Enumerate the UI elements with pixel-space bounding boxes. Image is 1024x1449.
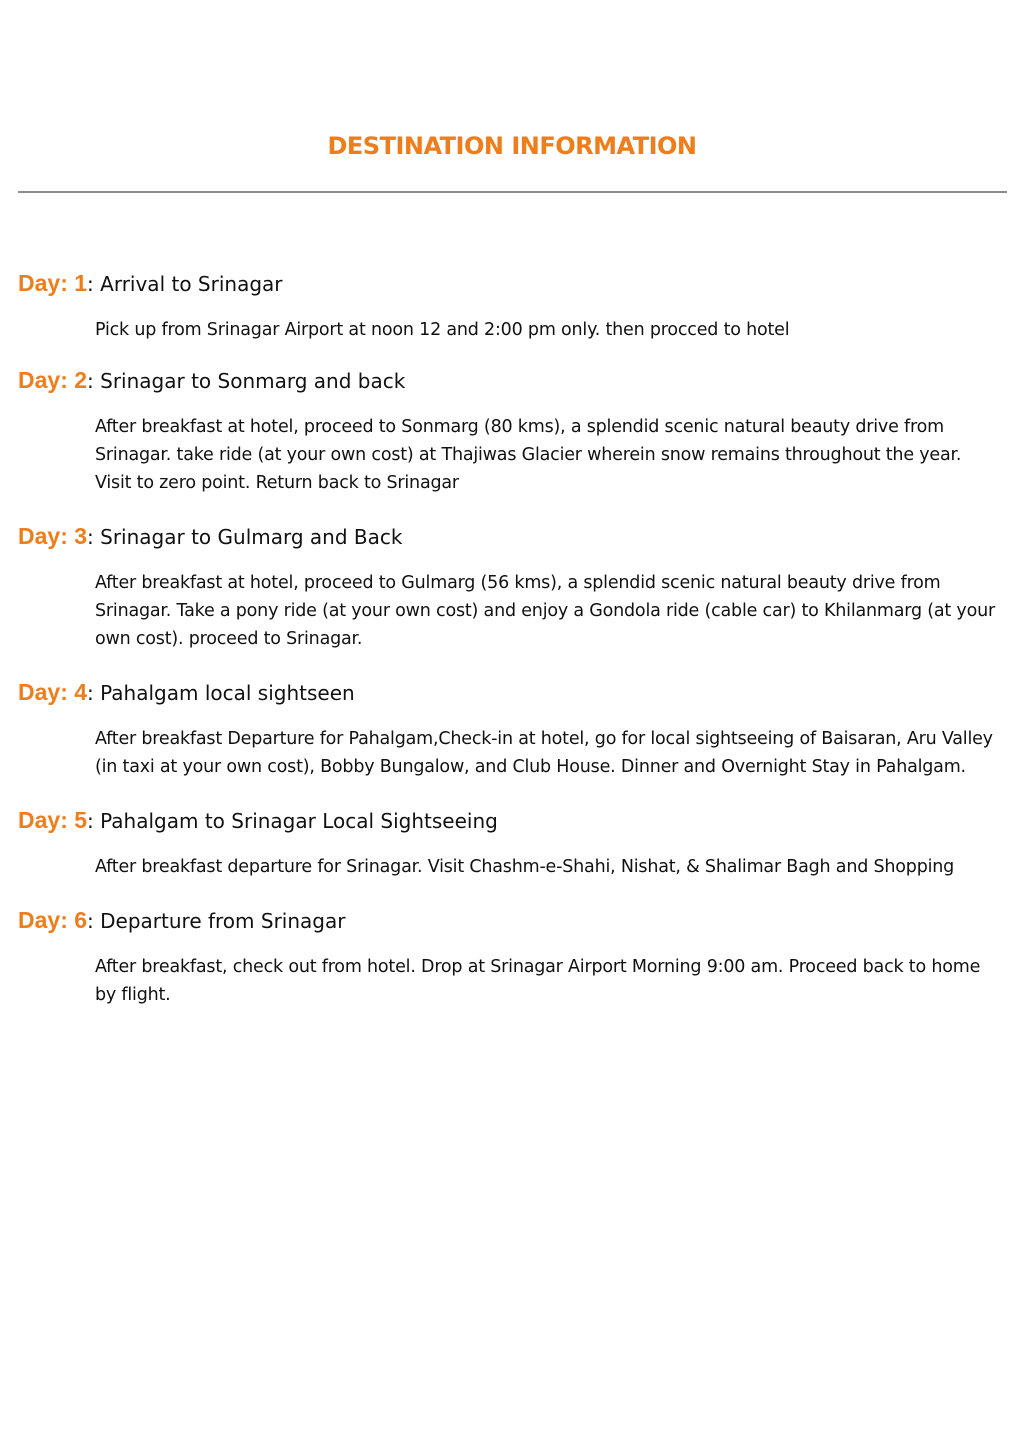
title-divider xyxy=(18,191,1007,193)
day-heading xyxy=(18,518,1008,554)
day-label: Day: 3 xyxy=(18,523,88,549)
day-heading xyxy=(18,902,1008,938)
day-label: Day: 2 xyxy=(18,367,88,393)
day-description: After breakfast departure for Srinagar. Visit Chashm-e-Shahi, Nishat, & Shalimar Bagh and Shopping xyxy=(95,857,955,877)
day-6 xyxy=(18,902,1008,1009)
day-1 xyxy=(18,265,1008,344)
day-label: Day: 4 xyxy=(18,679,88,705)
day-label: Day: 6 xyxy=(18,907,88,933)
day-description: Pick up from Srinagar Airport at noon 12 and 2:00 pm only. then procced to hotel xyxy=(95,320,790,340)
day-heading xyxy=(18,362,1008,398)
day-title: : Pahalgam local sightseen xyxy=(87,681,355,705)
page-title: DESTINATION INFORMATION xyxy=(327,132,697,161)
day-description: After breakfast at hotel, proceed to Sonmarg (80 kms), a splendid scenic natural beauty drive from Srinagar. take ride (at your own cost) at Thajiwas Glacier wherein snow remains throughout the year. Visit to zero point. Return back to Srinagar xyxy=(95,417,962,493)
day-heading xyxy=(18,265,1008,301)
day-title: : Arrival to Srinagar xyxy=(87,272,283,296)
day-title: : Pahalgam to Srinagar Local Sightseeing xyxy=(87,809,498,833)
day-description: After breakfast at hotel, proceed to Gulmarg (56 kms), a splendid scenic natural beauty drive from Srinagar. Take a pony ride (at your own cost) and enjoy a Gondola ride (cable car) to Khilanmarg (at your own cost). proceed to Srinagar. xyxy=(95,573,995,649)
day-4 xyxy=(18,674,1008,781)
day-description: After breakfast, check out from hotel. Drop at Srinagar Airport Morning 9:00 am. Proceed back to home by flight. xyxy=(95,957,981,1005)
day-heading xyxy=(18,674,1008,710)
day-5 xyxy=(18,802,1008,881)
day-2 xyxy=(18,362,1008,497)
day-heading xyxy=(18,802,1008,838)
day-title: : Srinagar to Sonmarg and back xyxy=(87,369,406,393)
itinerary xyxy=(18,265,1008,1009)
day-title: : Srinagar to Gulmarg and Back xyxy=(87,525,403,549)
day-label: Day: 5 xyxy=(18,807,88,833)
day-description: After breakfast Departure for Pahalgam,Check-in at hotel, go for local sightseeing of Baisaran, Aru Valley (in taxi at your own cost), Bobby Bungalow, and Club House. Dinner and Overnight Stay in Pahalgam. xyxy=(95,729,993,777)
day-3 xyxy=(18,518,1008,653)
day-label: Day: 1 xyxy=(18,270,88,296)
day-title: : Departure from Srinagar xyxy=(87,909,346,933)
